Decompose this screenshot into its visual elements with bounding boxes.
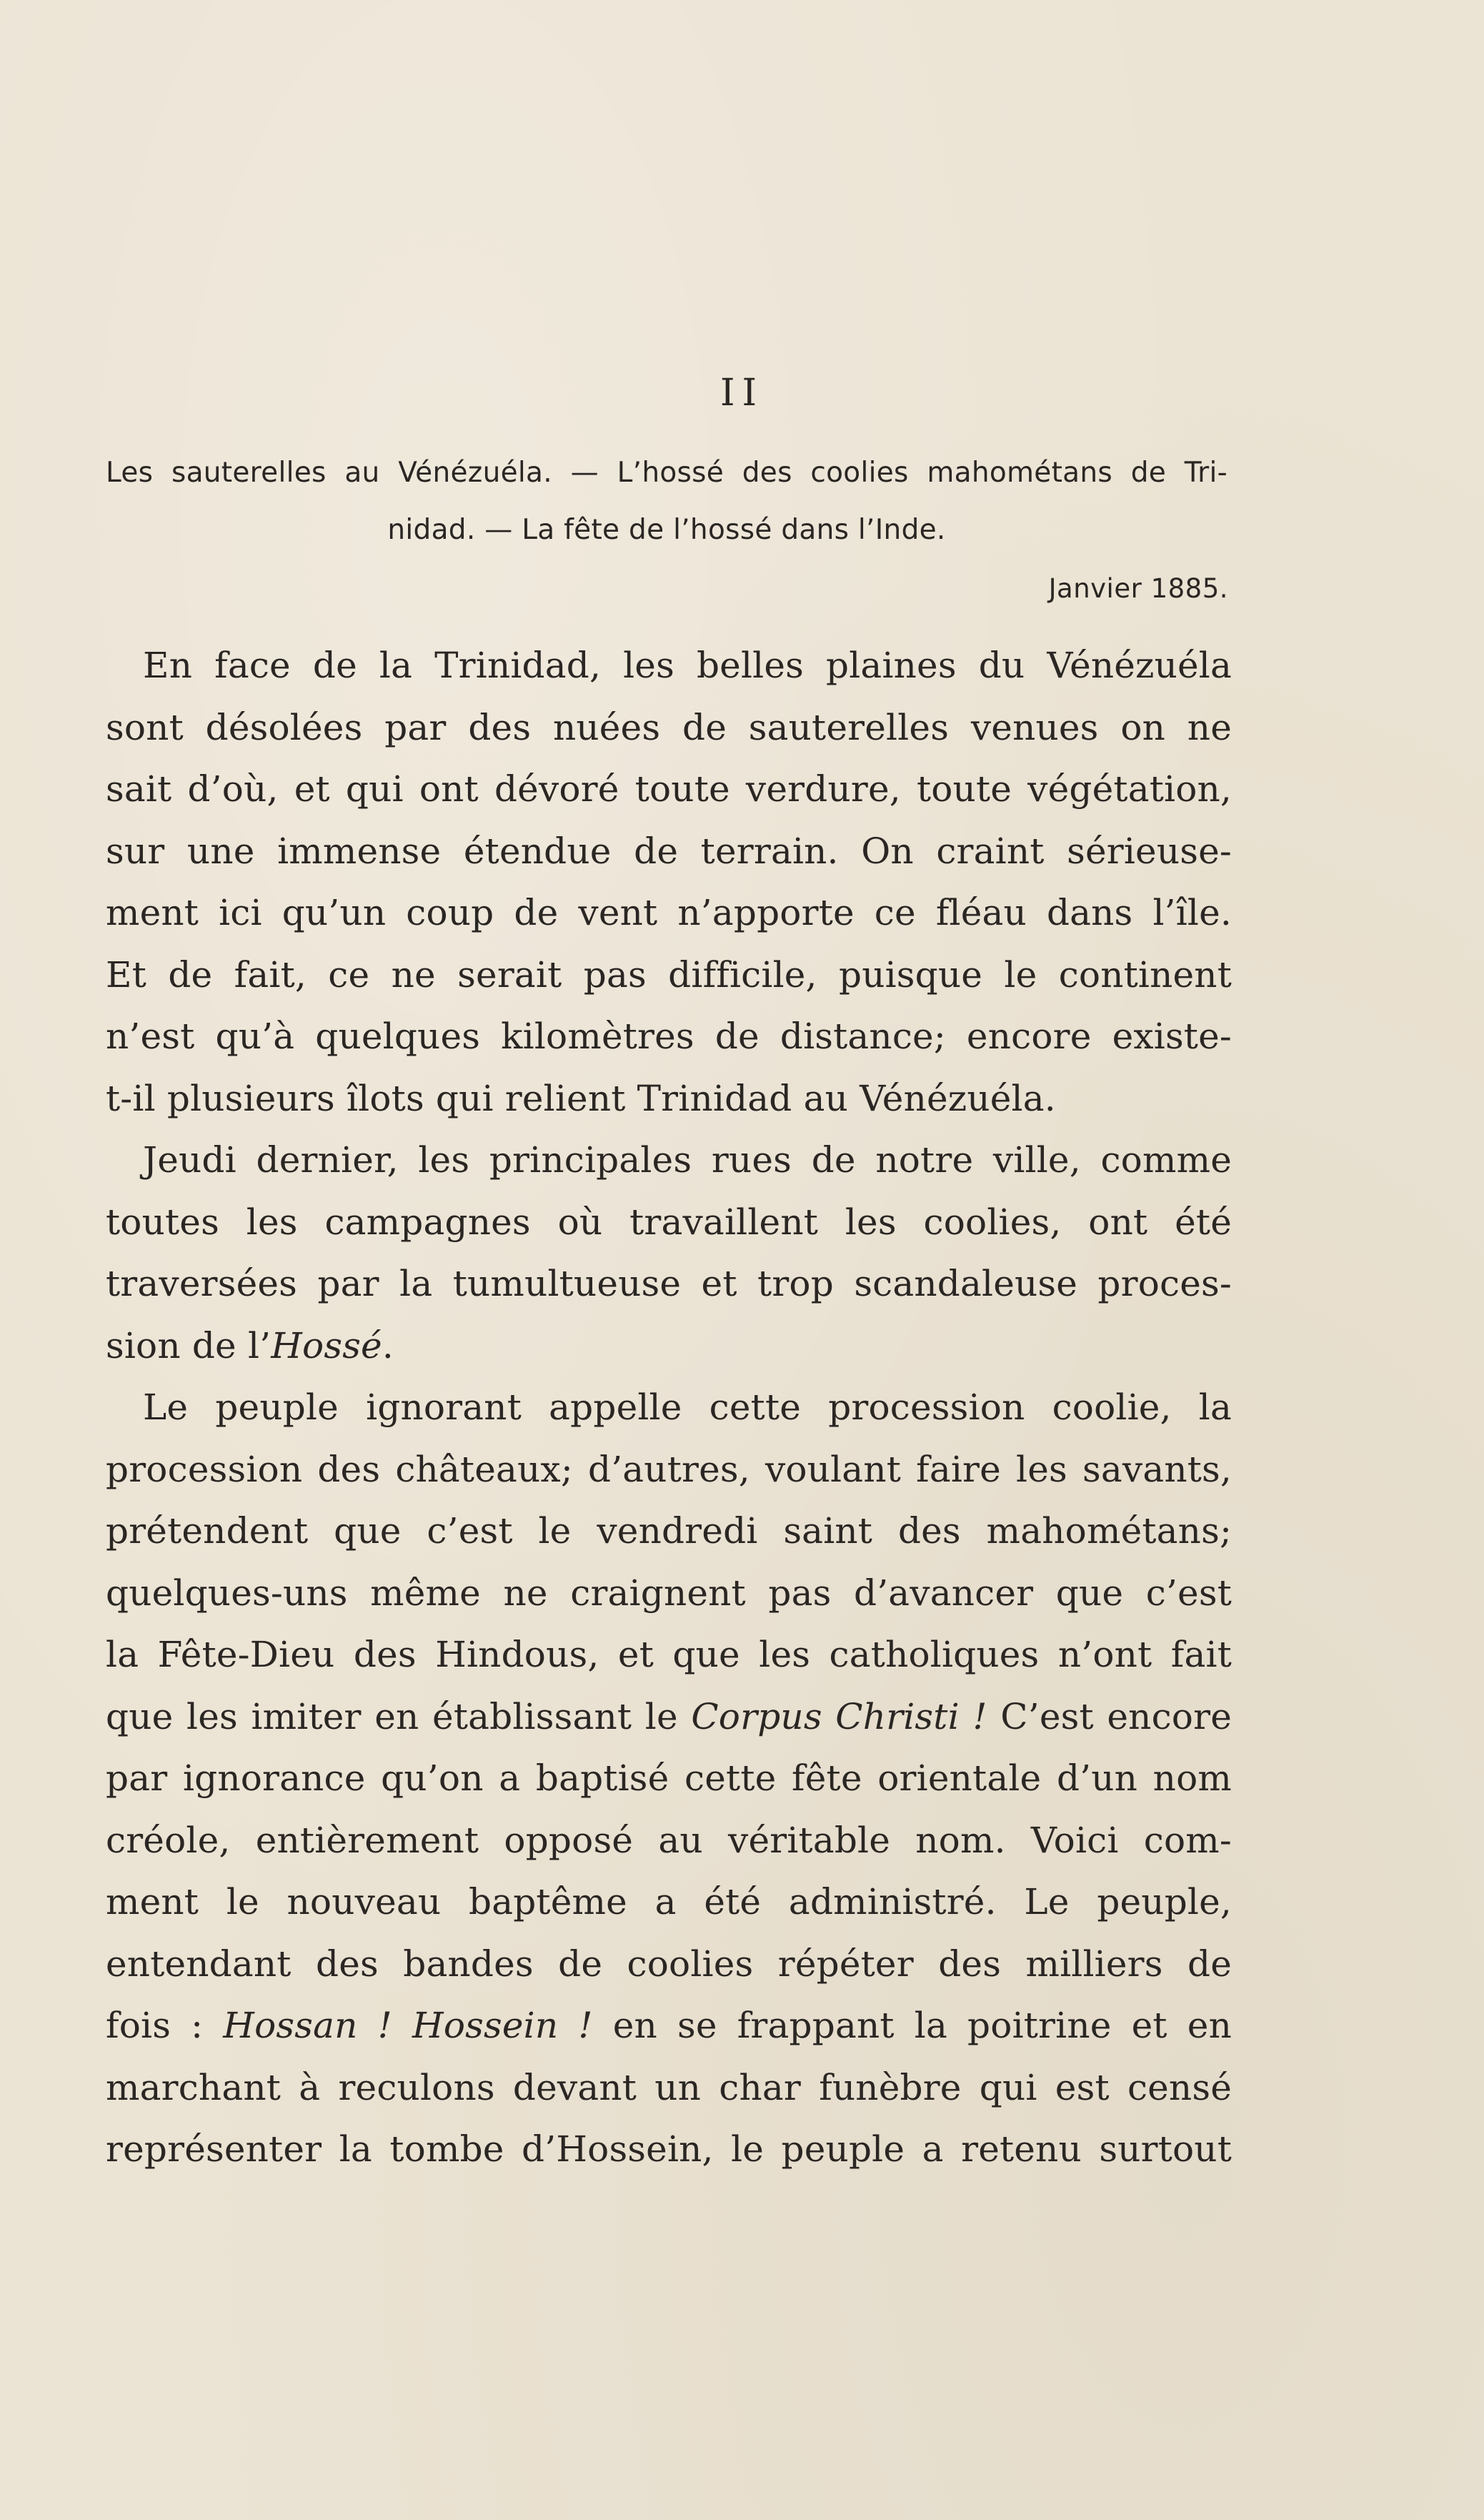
italic-term: Hossan ! Hossein ! — [223, 2005, 593, 2046]
italic-term: Corpus Christi ! — [691, 1695, 987, 1737]
italic-term: Hossé — [271, 1324, 382, 1366]
text-segment: C’est encore — [987, 1695, 1232, 1737]
text-line: entendant des bandes de coolies répéter des milliers de — [106, 1943, 1232, 1985]
text-line — [106, 1995, 1232, 2057]
text-line: sait d’où, et qui ont dévoré toute verdure, toute végétation, — [106, 768, 1232, 810]
summary-line: Les sauterelles au Vénézuéla. — L’hossé des coolies mahométans de Tri- — [106, 457, 1227, 489]
text-line: créole, entièrement opposé au véritable nom. Voici com- — [106, 1819, 1232, 1861]
text-segment: sion de l’ — [106, 1324, 272, 1366]
text-line: marchant à reculons devant un char funèbre qui est censé — [106, 2066, 1232, 2108]
chapter-summary — [106, 445, 1227, 559]
body-text — [106, 635, 1232, 2181]
paragraph — [106, 635, 1232, 1129]
text-line: Le peuple ignorant appelle cette procession coolie, la — [143, 1387, 1232, 1428]
text-line: prétendent que c’est le vendredi saint des mahométans; — [106, 1510, 1232, 1552]
text-segment: fois : — [106, 2005, 224, 2046]
paragraph — [106, 1376, 1232, 2181]
summary-line: nidad. — La fête de l’hossé dans l’Inde. — [387, 514, 946, 546]
text-segment: en se frappant la poitrine et en — [592, 2005, 1232, 2046]
chapter-number: II — [719, 372, 765, 415]
text-line: toutes les campagnes où travaillent les coolies, ont été — [106, 1201, 1232, 1243]
text-line: traversées par la tumultueuse et trop scandaleuse proces- — [106, 1263, 1232, 1304]
text-line — [106, 1315, 1232, 1377]
text-line: Jeudi dernier, les principales rues de notre ville, comme — [143, 1139, 1232, 1181]
text-line: sur une immense étendue de terrain. On craint sérieuse- — [106, 830, 1232, 872]
text-line: représenter la tombe d’Hossein, le peuple a retenu surtout — [106, 2128, 1232, 2170]
text-line: quelques-uns même ne craignent pas d’avancer que c’est — [106, 1572, 1232, 1614]
text-line — [106, 1686, 1232, 1748]
text-line: En face de la Trinidad, les belles plaines du Vénézuéla — [143, 645, 1232, 686]
text-line: t-il plusieurs îlots qui relient Trinidad au Vénézuéla. — [106, 1077, 1056, 1119]
text-line: Et de fait, ce ne serait pas difficile, puisque le continent — [106, 953, 1232, 996]
text-segment: que les imiter en établissant le — [106, 1695, 692, 1737]
text-segment: . — [382, 1324, 394, 1366]
text-line: par ignorance qu’on a baptisé cette fête orientale d’un nom — [106, 1757, 1232, 1799]
text-line: sont désolées par des nuées de sauterelles venues on ne — [106, 706, 1232, 748]
letter-date: Janvier 1885. — [1048, 573, 1228, 604]
text-line: n’est qu’à quelques kilomètres de distance; encore existe- — [106, 1016, 1232, 1057]
paragraph — [106, 1129, 1232, 1376]
text-line: ment ici qu’un coup de vent n’apporte ce fléau dans l’île. — [106, 892, 1232, 933]
text-line: ment le nouveau baptême a été administré. Le peuple, — [106, 1881, 1232, 1923]
text-line: la Fête-Dieu des Hindous, et que les catholiques n’ont fait — [106, 1634, 1232, 1675]
text-line: procession des châteaux; d’autres, voulant faire les savants, — [106, 1448, 1232, 1490]
